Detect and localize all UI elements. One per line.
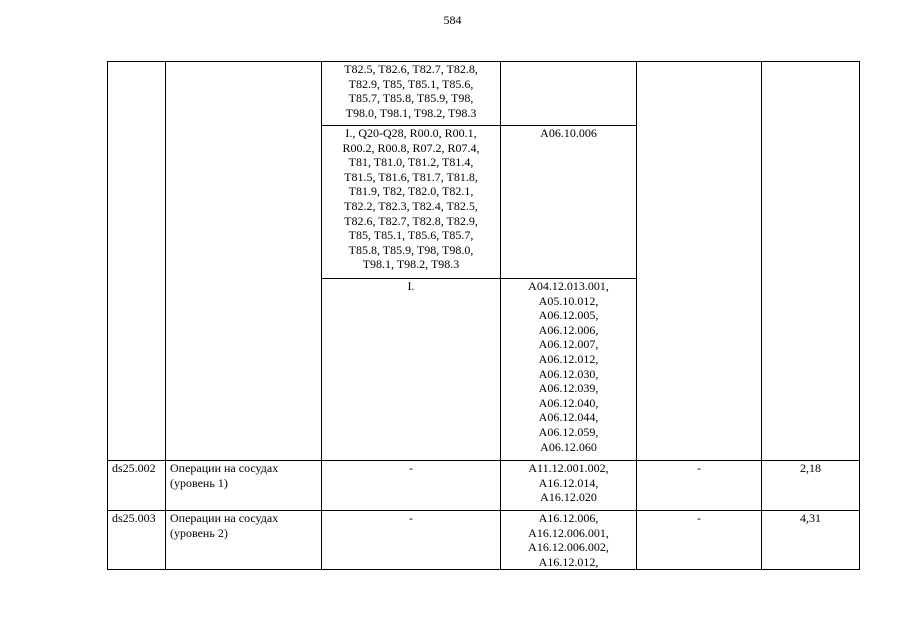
services-text: A06.10.006 [540,126,597,140]
services-text: A11.12.001.002, A16.12.014, A16.12.020 [528,461,609,505]
services-text: A16.12.006, A16.12.006.001, A16.12.006.002, A16.12.012, [528,511,609,569]
services-text: A04.12.013.001, A05.10.012, A06.12.005, A06.12.006, A06.12.007, A06.12.012, A06.12.030, A06.12.039, A06.12.040, A06.12.044, A06.12.059, A06.12.060 [528,279,609,454]
diagnosis-codes-text: - [409,511,413,525]
group-name: Операции на сосудах (уровень 1) [170,461,279,490]
page-number: 584 [443,13,462,27]
other-criteria-cell [637,461,762,511]
other-criteria-cell [637,511,762,570]
group-code: ds25.002 [112,461,156,475]
services-cell [501,62,637,126]
diagnosis-codes-text: I., Q20-Q28, R00.0, R00.1, R00.2, R00.8, R07.2, R07.4, T81, T81.0, T81.2, T81.4, T81.5, T81.6, T81.7, T81.8, T81.9, T82, T82.0, T82.1, T82.2, T82.3, T82.4, T82.5, T82.6, T82.7, T82.8, T82.9, T85, T85.1, T85.6, T85.7, T85.8, T85.9, T98, T98.0, T98.1, T98.2, T98.3 [342,126,480,272]
services-cell [501,511,637,570]
group-code: ds25.003 [112,511,156,525]
group-name: Операции на сосудах (уровень 2) [170,511,279,540]
other-criteria-text: - [697,461,701,475]
other-criteria-cell-continued [637,62,762,461]
code-cell-continued [108,62,166,461]
coefficient-text: 2,18 [800,461,821,475]
diagnosis-codes-text: - [409,461,413,475]
services-cell [501,461,637,511]
diagnosis-codes-cell [322,511,501,570]
name-cell [166,511,322,570]
code-cell [108,511,166,570]
table-row [108,511,860,570]
diagnosis-codes-text: T82.5, T82.6, T82.7, T82.8, T82.9, T85, T85.1, T85.6, T85.7, T85.8, T85.9, T98, T98.0, T98.1, T98.2, T98.3 [344,62,478,120]
coefficient-cell-continued [762,62,860,461]
services-cell [501,279,637,461]
table-row [108,461,860,511]
coefficient-text: 4,31 [800,511,821,525]
diagnosis-codes-cell [322,62,501,126]
ksg-table [107,61,860,570]
diagnosis-codes-cell [322,461,501,511]
code-cell [108,461,166,511]
name-cell [166,461,322,511]
other-criteria-text: - [697,511,701,525]
coefficient-cell [762,511,860,570]
diagnosis-codes-cell [322,126,501,279]
table-row [108,62,860,126]
diagnosis-codes-cell [322,279,501,461]
services-cell [501,126,637,279]
diagnosis-codes-text: I. [407,279,415,293]
coefficient-cell [762,461,860,511]
name-cell-continued [166,62,322,461]
